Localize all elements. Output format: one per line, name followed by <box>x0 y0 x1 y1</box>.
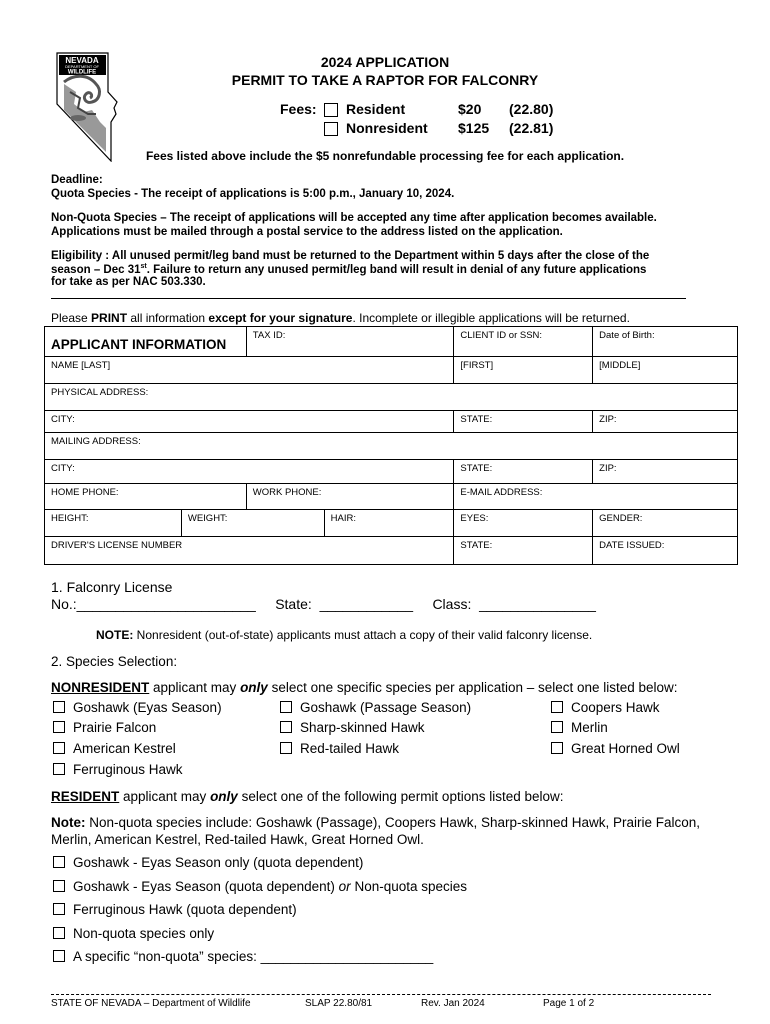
fees-note: Fees listed above include the $5 nonrefundable processing fee for each application. <box>145 149 625 163</box>
svg-text:DEPARTMENT OF: DEPARTMENT OF <box>65 64 99 69</box>
mailing-state-field[interactable]: STATE: <box>454 460 593 484</box>
checkbox[interactable] <box>53 742 65 754</box>
checkbox[interactable] <box>53 903 65 915</box>
nonresident-fee-code: (22.81) <box>509 120 554 136</box>
checkbox[interactable] <box>53 927 65 939</box>
applicant-info-heading: APPLICANT INFORMATION <box>45 327 247 357</box>
mailing-zip-field[interactable]: ZIP: <box>593 460 738 484</box>
footer-rule <box>51 994 711 995</box>
form-title: PERMIT TO TAKE A RAPTOR FOR FALCONRY <box>231 72 539 88</box>
checkbox[interactable] <box>280 701 292 713</box>
license-state-field[interactable]: STATE: <box>454 537 593 565</box>
nonresident-fee-checkbox[interactable] <box>324 122 338 136</box>
checkbox[interactable] <box>53 856 65 868</box>
work-phone-field[interactable]: WORK PHONE: <box>246 484 454 510</box>
species-option-merlin[interactable]: Merlin <box>551 720 608 735</box>
physical-address-field[interactable]: PHYSICAL ADDRESS: <box>45 384 738 411</box>
nonresident-fee-label: Nonresident <box>346 120 428 136</box>
eligibility-line1: Eligibility : All unused permit/leg band must be returned to the Department within 5 days after the close of the <box>51 250 650 262</box>
checkbox[interactable] <box>53 880 65 892</box>
fees-label: Fees: <box>280 101 317 117</box>
footer-revision: Rev. Jan 2024 <box>421 998 485 1009</box>
print-instructions: Please PRINT all information except for your signature. Incomplete or illegible applications will be returned. <box>51 311 630 325</box>
species-option-great-horned-owl[interactable]: Great Horned Owl <box>551 741 680 756</box>
resident-option-goshawk-or-nonquota[interactable]: Goshawk - Eyas Season (quota dependent) or Non-quota species <box>53 879 467 894</box>
footer-page-number: Page 1 of 2 <box>543 998 595 1009</box>
species-option-goshawk-passage[interactable]: Goshawk (Passage Season) <box>280 700 471 715</box>
svg-text:NEVADA: NEVADA <box>65 56 99 65</box>
svg-text:WILDLIFE: WILDLIFE <box>67 69 97 76</box>
quota-deadline: Quota Species - The receipt of applications is 5:00 p.m., January 10, 2024. <box>51 188 455 200</box>
mailing-requirement: Applications must be mailed through a postal service to the address listed on the application. <box>51 226 563 238</box>
resident-fee-amount: $20 <box>458 101 482 117</box>
eyes-field[interactable]: EYES: <box>454 510 593 537</box>
species-option-prairie-falcon[interactable]: Prairie Falcon <box>53 720 156 735</box>
resident-option-nonquota-only[interactable]: Non-quota species only <box>53 926 214 941</box>
tax-id-field[interactable]: TAX ID: <box>246 327 454 357</box>
dob-field[interactable]: Date of Birth: <box>593 327 738 357</box>
deadline-label: Deadline: <box>51 174 103 186</box>
form-title-year: 2024 APPLICATION <box>320 54 450 70</box>
applicant-info-table <box>44 326 738 565</box>
footer-form-number: SLAP 22.80/81 <box>305 998 373 1009</box>
checkbox[interactable] <box>53 701 65 713</box>
falconry-license-fields[interactable]: No.:_______________________ State: ____________ Class: _______________ <box>51 596 596 612</box>
checkbox[interactable] <box>551 742 563 754</box>
footer-agency: STATE OF NEVADA – Department of Wildlife <box>51 998 251 1009</box>
divider <box>51 298 686 299</box>
hair-field[interactable]: HAIR: <box>324 510 454 537</box>
client-id-field[interactable]: CLIENT ID or SSN: <box>454 327 593 357</box>
nonresident-instruction: NONRESIDENT applicant may only select one specific species per application – select one listed below: <box>51 680 678 695</box>
physical-zip-field[interactable]: ZIP: <box>593 411 738 433</box>
checkbox[interactable] <box>551 721 563 733</box>
checkbox[interactable] <box>53 950 65 962</box>
physical-state-field[interactable]: STATE: <box>454 411 593 433</box>
resident-option-goshawk-eyas-only[interactable]: Goshawk - Eyas Season only (quota dependent) <box>53 855 363 870</box>
drivers-license-field[interactable]: DRIVER'S LICENSE NUMBER <box>45 537 454 565</box>
checkbox[interactable] <box>280 742 292 754</box>
species-option-american-kestrel[interactable]: American Kestrel <box>53 741 176 756</box>
date-issued-field[interactable]: DATE ISSUED: <box>593 537 738 565</box>
nonquota-note-line2: Merlin, American Kestrel, Red-tailed Hawk, Great Horned Owl. <box>51 832 424 847</box>
resident-fee-label: Resident <box>346 101 406 117</box>
email-field[interactable]: E-MAIL ADDRESS: <box>454 484 738 510</box>
eligibility-line2: season – Dec 31st. Failure to return any unused permit/leg band will result in denial of any future applications <box>51 263 647 276</box>
checkbox[interactable] <box>551 701 563 713</box>
mailing-address-field[interactable]: MAILING ADDRESS: <box>45 433 738 460</box>
eligibility-line3: for take as per NAC 503.330. <box>51 276 206 288</box>
nonresident-fee-amount: $125 <box>458 120 490 136</box>
species-option-ferruginous-hawk[interactable]: Ferruginous Hawk <box>53 762 183 777</box>
species-option-coopers-hawk[interactable]: Coopers Hawk <box>551 700 660 715</box>
first-name-field[interactable]: [FIRST] <box>454 357 593 384</box>
falconry-license-heading: 1. Falconry License <box>51 579 173 595</box>
nonquota-note-line1: Note: Non-quota species include: Goshawk (Passage), Coopers Hawk, Sharp-skinned Hawk, Prairie Falcon, <box>51 815 701 830</box>
home-phone-field[interactable]: HOME PHONE: <box>45 484 247 510</box>
species-option-red-tailed-hawk[interactable]: Red-tailed Hawk <box>280 741 399 756</box>
middle-name-field[interactable]: [MIDDLE] <box>593 357 738 384</box>
nonquota-deadline: Non-Quota Species – The receipt of applications will be accepted any time after application becomes available. <box>51 212 657 224</box>
checkbox[interactable] <box>53 763 65 775</box>
height-field[interactable]: HEIGHT: <box>45 510 182 537</box>
last-name-field[interactable]: NAME [LAST] <box>45 357 454 384</box>
mailing-city-field[interactable]: CITY: <box>45 460 454 484</box>
resident-fee-code: (22.80) <box>509 101 554 117</box>
checkbox[interactable] <box>53 721 65 733</box>
physical-city-field[interactable]: CITY: <box>45 411 454 433</box>
species-option-sharp-skinned-hawk[interactable]: Sharp-skinned Hawk <box>280 720 425 735</box>
species-selection-heading: 2. Species Selection: <box>51 654 178 669</box>
checkbox[interactable] <box>280 721 292 733</box>
resident-option-ferruginous-hawk[interactable]: Ferruginous Hawk (quota dependent) <box>53 902 297 917</box>
species-option-goshawk-eyas[interactable]: Goshawk (Eyas Season) <box>53 700 222 715</box>
license-note: NOTE: Nonresident (out-of-state) applicants must attach a copy of their valid falconry license. <box>96 628 593 642</box>
resident-fee-checkbox[interactable] <box>324 103 338 117</box>
gender-field[interactable]: GENDER: <box>593 510 738 537</box>
resident-instruction: RESIDENT applicant may only select one of the following permit options listed below: <box>51 789 564 804</box>
resident-option-specific-nonquota[interactable]: A specific “non-quota” species: _______________________ <box>53 949 433 964</box>
weight-field[interactable]: WEIGHT: <box>181 510 324 537</box>
